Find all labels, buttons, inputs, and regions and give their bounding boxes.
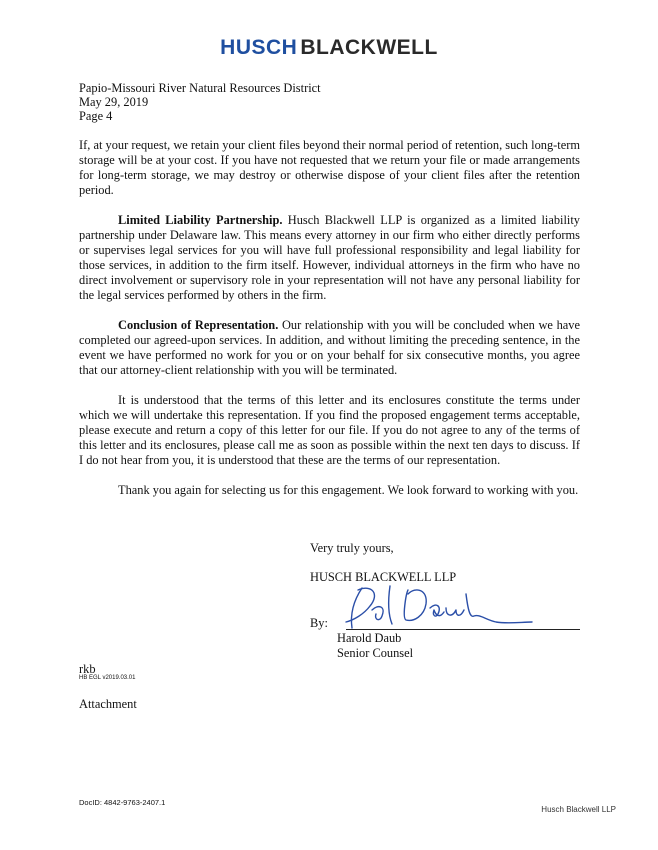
firm-name: HUSCH BLACKWELL LLP [310,570,457,584]
letter-header [79,81,321,123]
recipient-name: Papio-Missouri River Natural Resources District [79,81,321,95]
signature-line [346,629,580,630]
document-id: DocID: 4842-9763-2407.1 [79,798,166,807]
signer-name: Harold Daub [337,631,402,645]
salutation: Very truly yours, [310,541,394,555]
logo-husch: HUSCH [220,36,298,59]
paragraph-thanks: Thank you again for selecting us for this engagement. We look forward to working with you. [118,483,579,497]
letter-body [79,138,580,513]
signer-block [337,631,413,661]
paragraph-llp [79,213,580,303]
by-label: By: [310,616,328,630]
conclusion-heading: Conclusion of Representation. [118,318,279,332]
paragraph-conclusion [79,318,580,378]
logo-blackwell: BLACKWELL [300,36,438,59]
paragraph-terms: It is understood that the terms of this letter and its enclosures constitute the terms under which we will undertake this representation. If you find the proposed engagement terms acceptable, please execute and return a copy of this letter for our file. If you do not agree to any of the terms of this letter and its enclosures, please call me as soon as possible within the next ten days to discuss. If I do not hear from you, it is understood that these are the terms of our representation. [79,393,580,467]
template-code: HB EGL v2019.03.01 [79,675,136,681]
attachment-note: Attachment [79,697,137,711]
paragraph-file-retention: If, at your request, we retain your client files beyond their normal period of retention, such long-term storage will be at your cost. If you have not requested that we return your file or made arrangements for long-term storage, we may destroy or otherwise dispose of your client files after the retention period. [79,138,580,197]
closing-block [310,541,456,585]
signature-row [310,616,580,630]
typist-initials: rkb [79,662,96,676]
conclusion-body: Our relationship with you will be concluded when we have completed our agreed-upon services. In addition, and without limiting the preceding sentence, in the event we have performed no work for you or on your behalf for six consecutive months, you agree that our attorney-client relationship with you will be terminated. [79,318,580,377]
page-number: Page 4 [79,109,113,123]
llp-heading: Limited Liability Partnership. [118,213,283,227]
firm-logo [0,36,658,60]
signer-title: Senior Counsel [337,646,414,660]
footer-firm-name: Husch Blackwell LLP [541,805,616,814]
letter-date: May 29, 2019 [79,95,149,109]
llp-body: Husch Blackwell LLP is organized as a limited liability partnership under Delaware law. This means every attorney in our firm who either directly performs or supervises legal services for you will have full professional responsibility and legal liability for those services, in addition to the firm itself. However, individual attorneys in the firm who have no direct involvement or supervisory role in your representation will not have any personal liability for the legal services performed by others in the firm. [79,213,580,302]
